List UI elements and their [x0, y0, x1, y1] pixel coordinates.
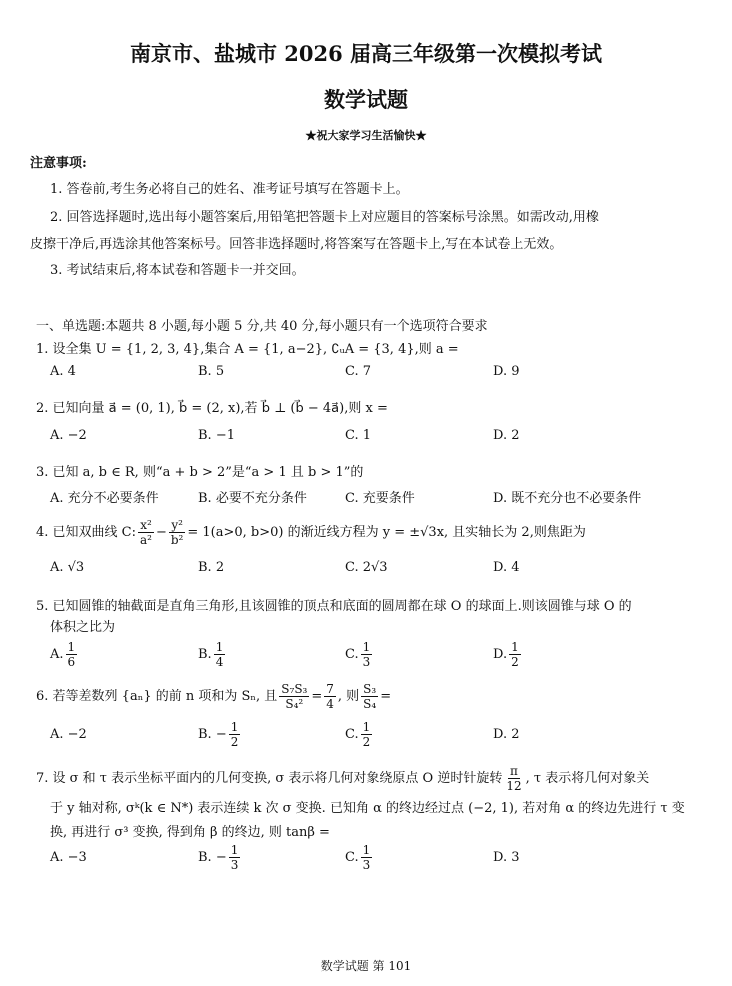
fraction — [138, 518, 154, 547]
option-label: B. − — [198, 850, 227, 865]
question-7-stem-line3: 换, 再进行 σ³ 变换, 得到角 β 的终边, 则 tanβ = — [50, 825, 330, 840]
note-item: 1. 答卷前,考生务必将自己的姓名、准考证号填写在答题卡上。 — [50, 182, 409, 197]
q5-option-d — [493, 640, 523, 669]
q1-option-c: C. 7 — [345, 364, 372, 379]
q6-stem-post: = — [380, 689, 392, 704]
fraction — [509, 640, 521, 669]
q3-option-c: C. 充要条件 — [345, 491, 415, 506]
note-item: 皮擦干净后,再选涂其他答案标号。回答非选择题时,将答案写在答题卡上,写在本试卷上无效。 — [30, 237, 563, 252]
section-heading: 一、单选题:本题共 8 小题,每小题 5 分,共 40 分,每小题只有一个选项符合要求 — [36, 319, 488, 334]
question-7-stem-line1 — [36, 764, 649, 793]
page-footer: 数学试题 第 101 — [320, 959, 412, 973]
option-label: A. — [50, 647, 64, 662]
q4-option-d: D. 4 — [493, 560, 520, 575]
denominator: 3 — [362, 858, 371, 872]
question-6-stem — [36, 682, 391, 711]
note-item: 2. 回答选择题时,选出每小题答案后,用铅笔把答题卡上对应题目的答案标号涂黑。如需改动,用橡 — [50, 210, 599, 225]
fraction — [361, 640, 373, 669]
option-label: B. − — [198, 727, 227, 742]
q1-option-a: A. 4 — [50, 364, 76, 379]
numerator: S₃ — [363, 682, 377, 696]
q4-option-c: C. 2√3 — [345, 560, 388, 575]
denominator: 4 — [215, 655, 224, 669]
numerator: 1 — [362, 720, 371, 734]
question-2-stem: 2. 已知向量 a⃗ = (0, 1), b⃗ = (2, x),若 b⃗ ⊥ (b⃗ − 4a⃗),则 x = — [36, 401, 388, 416]
numerator: 7 — [326, 682, 334, 696]
fraction — [169, 518, 186, 547]
numerator: x² — [140, 518, 152, 532]
q1-option-d: D. 9 — [493, 364, 520, 379]
fraction — [361, 720, 373, 749]
numerator: 1 — [67, 640, 76, 654]
question-5-stem-line2: 体积之比为 — [50, 620, 116, 635]
numerator: 1 — [362, 640, 371, 654]
denominator: 2 — [230, 735, 239, 749]
numerator: 1 — [230, 720, 239, 734]
denominator: 6 — [67, 655, 76, 669]
exam-title: 南京市、盐城市 2026 届高三年级第一次模拟考试 — [129, 41, 603, 66]
numerator: 1 — [511, 640, 519, 654]
motto: ★祝大家学习生活愉快★ — [305, 129, 427, 142]
q7-stem-pre: 7. 设 σ 和 τ 表示坐标平面内的几何变换, σ 表示将几何对象绕原点 O 逆时针旋转 — [36, 771, 503, 786]
numerator: S₇S₃ — [281, 682, 308, 696]
denominator: a² — [140, 533, 152, 547]
fraction — [504, 764, 523, 793]
question-5-stem-line1: 5. 已知圆锥的轴截面是直角三角形,且该圆锥的顶点和底面的圆周都在球 O 的球面上.则该圆锥与球 O 的 — [36, 599, 632, 614]
question-7-stem-line2: 于 y 轴对称, σᵏ(k ∈ N*) 表示连续 k 次 σ 变换. 已知角 α 的终边经过点 (−2, 1), 若对角 α 的终边先进行 τ 变 — [50, 801, 685, 816]
q2-option-c: C. 1 — [345, 428, 372, 443]
q4-option-b: B. 2 — [198, 560, 225, 575]
fraction — [229, 720, 241, 749]
fraction — [66, 640, 78, 669]
q6-option-b — [198, 720, 242, 749]
q5-option-c — [345, 640, 374, 669]
option-label: C. — [345, 850, 359, 865]
question-4-stem — [36, 518, 586, 547]
q3-option-d: D. 既不充分也不必要条件 — [493, 491, 642, 506]
numerator: 1 — [230, 843, 239, 857]
option-label: D. — [493, 647, 508, 662]
fraction — [214, 640, 226, 669]
equals-sign: = — [311, 689, 323, 704]
q4-stem-post: = 1(a>0, b>0) 的渐近线方程为 y = ±√3x, 且实轴长为 2,则焦距为 — [187, 525, 586, 540]
numerator: y² — [171, 518, 183, 532]
denominator: 4 — [326, 697, 334, 711]
q1-option-b: B. 5 — [198, 364, 225, 379]
denominator: 12 — [506, 779, 522, 793]
denominator: b² — [170, 533, 184, 547]
option-label: B. — [198, 647, 212, 662]
denominator: 3 — [230, 858, 239, 872]
option-label: C. — [345, 727, 359, 742]
q6-stem-mid: , 则 — [337, 689, 360, 704]
fraction — [361, 843, 373, 872]
q4-stem-pre: 4. 已知双曲线 C: — [36, 525, 136, 540]
note-item: 3. 考试结束后,将本试卷和答题卡一并交回。 — [50, 263, 305, 278]
denominator: S₄² — [285, 697, 304, 711]
q7-option-b — [198, 843, 242, 872]
q7-option-a: A. −3 — [50, 850, 87, 865]
question-3-stem: 3. 已知 a, b ∈ R, 则“a + b > 2”是“a > 1 且 b > 1”的 — [36, 465, 364, 480]
q7-stem-post: , τ 表示将几何对象关 — [525, 771, 650, 786]
q5-option-a — [50, 640, 79, 669]
denominator: 2 — [511, 655, 519, 669]
q6-stem-pre: 6. 若等差数列 {aₙ} 的前 n 项和为 Sₙ, 且 — [36, 689, 278, 704]
denominator: S₄ — [363, 697, 377, 711]
numerator: π — [510, 764, 518, 778]
question-1-stem: 1. 设全集 U = {1, 2, 3, 4},集合 A = {1, a−2}, ∁ᵤA = {3, 4},则 a = — [36, 342, 459, 357]
q6-option-d: D. 2 — [493, 727, 520, 742]
q2-option-b: B. −1 — [198, 428, 235, 443]
fraction — [229, 843, 241, 872]
q6-option-c — [345, 720, 374, 749]
denominator: 3 — [362, 655, 371, 669]
fraction — [361, 682, 378, 711]
q3-option-b: B. 必要不充分条件 — [198, 491, 307, 506]
numerator: 1 — [362, 843, 371, 857]
fraction — [279, 682, 309, 711]
fraction — [324, 682, 336, 711]
option-label: C. — [345, 647, 359, 662]
q6-option-a: A. −2 — [50, 727, 87, 742]
numerator: 1 — [215, 640, 224, 654]
q3-option-a: A. 充分不必要条件 — [50, 491, 159, 506]
exam-subtitle: 数学试题 — [324, 87, 408, 112]
q2-option-d: D. 2 — [493, 428, 520, 443]
minus-sign: − — [155, 525, 167, 540]
q2-option-a: A. −2 — [50, 428, 87, 443]
q4-option-a: A. √3 — [50, 560, 85, 575]
q5-option-b — [198, 640, 227, 669]
denominator: 2 — [362, 735, 371, 749]
notes-heading: 注意事项: — [30, 156, 87, 171]
q7-option-d: D. 3 — [493, 850, 520, 865]
q7-option-c — [345, 843, 374, 872]
